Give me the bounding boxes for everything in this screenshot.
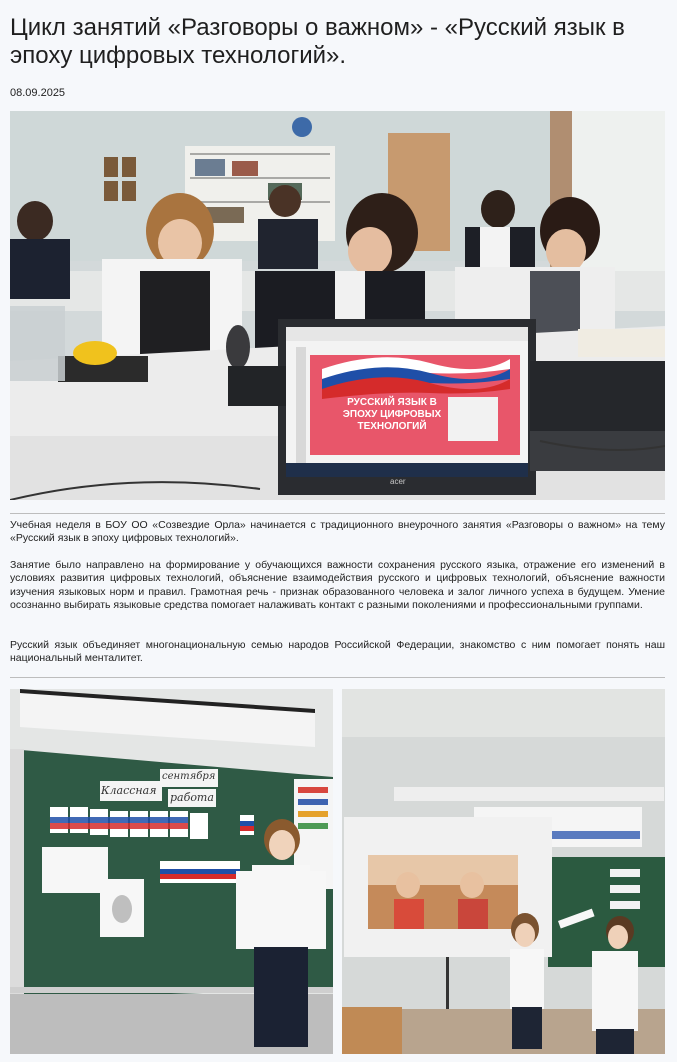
board-card-klassnaya: Классная: [101, 784, 157, 797]
classroom-photo-drawing: [10, 111, 665, 500]
projector-photo-drawing: [342, 689, 665, 1054]
classroom-photo: [10, 111, 665, 500]
laptop-slide-text: РУССКИЙ ЯЗЫК В ЭПОХУ ЦИФРОВЫХ ТЕХНОЛОГИЙ: [342, 397, 442, 432]
paragraph-conclusion: Русский язык объединяет многонациональную семью народов Российской Федерации, знакомство с ним помогает понять наш национальный менталитет.: [10, 639, 665, 665]
divider-bottom: [10, 677, 665, 678]
divider-top: [10, 513, 665, 514]
article-title: Цикл занятий «Разговоры о важном» - «Русский язык в эпоху цифровых технологий».: [10, 14, 625, 69]
paragraph-intro: Учебная неделя в БОУ ОО «Созвездие Орла» начинается с традиционного внеурочного занятия «Разговоры о важном» на тему «Русский язык в эпоху цифровых технологий».: [10, 519, 665, 545]
blackboard-photo-drawing: [10, 689, 333, 1054]
laptop-brand-logo: acer: [390, 477, 406, 486]
paragraph-goals: Занятие было направлено на формирование у обучающихся важности сохранения русского языка, отражение его изменений в условиях развития цифровых технологий, объяснение взаимодействия русского и цифровых технологий, объяснение важности изучения языковых норм и правил. Грамотная речь - признак образованного человека и залог личного успеха в будущем. Умение осознанно выбирать языковые средства помогает налаживать контакт с разными поколениями и профессиональными группами.: [10, 559, 665, 612]
article-date: 08.09.2025: [10, 87, 66, 99]
blackboard-photo: [10, 689, 333, 1054]
projector-photo: [342, 689, 665, 1054]
board-card-date: сентября: [162, 771, 216, 782]
board-card-rabota: работа: [170, 791, 214, 804]
